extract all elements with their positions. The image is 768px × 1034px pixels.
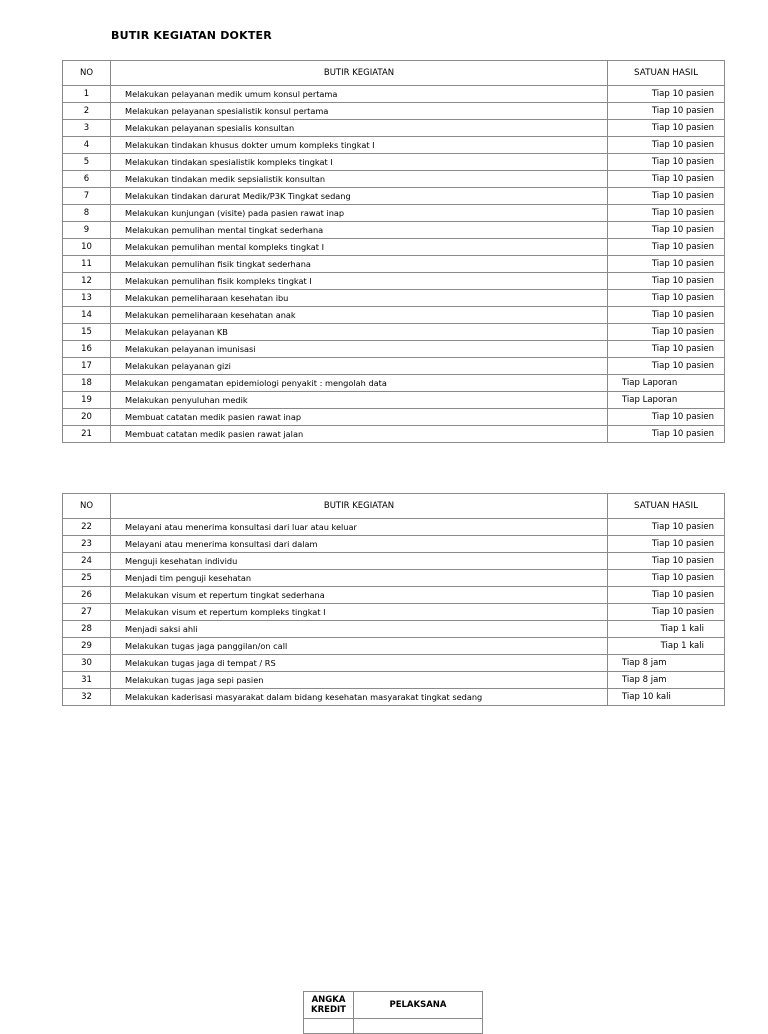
row-unit: Tiap 10 pasien [608,536,725,553]
table-row [63,621,725,638]
row-activity: Melakukan tindakan darurat Medik/P3K Tingkat sedang [111,188,608,205]
row-unit: Tiap 1 kali [608,638,725,655]
table-row [63,120,725,137]
row-unit: Tiap 10 pasien [608,341,725,358]
row-unit: Tiap 10 pasien [608,426,725,443]
table-row [63,273,725,290]
row-unit: Tiap 10 pasien [608,137,725,154]
row-unit: Tiap 10 pasien [608,120,725,137]
row-unit: Tiap 10 pasien [608,239,725,256]
table-row [63,519,725,536]
table-row [63,103,725,120]
row-unit: Tiap 10 pasien [608,519,725,536]
row-number: 21 [63,426,111,443]
row-activity: Melakukan visum et repertum kompleks tingkat I [111,604,608,621]
table-row [63,341,725,358]
table-row [63,375,725,392]
table-row [63,171,725,188]
row-activity: Melakukan pemulihan mental kompleks tingkat I [111,239,608,256]
row-activity: Melakukan pelayanan imunisasi [111,341,608,358]
row-number: 26 [63,587,111,604]
row-number: 10 [63,239,111,256]
header-activity: BUTIR KEGIATAN [111,61,608,86]
row-activity: Melayani atau menerima konsultasi dari dalam [111,536,608,553]
row-activity: Melakukan pemulihan fisik kompleks tingkat I [111,273,608,290]
row-number: 7 [63,188,111,205]
table-row [63,570,725,587]
table-row [63,256,725,273]
row-unit: Tiap 10 pasien [608,171,725,188]
row-unit: Tiap 10 pasien [608,86,725,103]
row-activity: Membuat catatan medik pasien rawat jalan [111,426,608,443]
table-row [63,536,725,553]
row-unit: Tiap 10 pasien [608,324,725,341]
row-number: 3 [63,120,111,137]
table-header-row [63,61,725,86]
row-activity: Melakukan tindakan khusus dokter umum kompleks tingkat I [111,137,608,154]
header-executor: PELAKSANA [354,992,483,1019]
row-number: 24 [63,553,111,570]
row-number: 12 [63,273,111,290]
row-unit: Tiap 10 pasien [608,307,725,324]
row-activity: Melakukan pemulihan mental tingkat sederhana [111,222,608,239]
row-activity: Melakukan tindakan spesialistik kompleks tingkat I [111,154,608,171]
row-number: 23 [63,536,111,553]
header-credit [304,992,354,1019]
row-unit: Tiap 10 pasien [608,256,725,273]
table-row [63,205,725,222]
row-number: 22 [63,519,111,536]
activity-table-1 [62,60,725,443]
page-title: BUTIR KEGIATAN DOKTER [111,29,272,42]
table-row [63,137,725,154]
credit-table [303,991,483,1034]
table-row [63,222,725,239]
row-unit: Tiap 10 pasien [608,553,725,570]
table-row [63,290,725,307]
header-no: NO [63,61,111,86]
row-activity: Melakukan pemulihan fisik tingkat sederhana [111,256,608,273]
row-activity: Melakukan pemeliharaan kesehatan anak [111,307,608,324]
header-credit-line1: ANGKA [311,995,346,1005]
row-unit: Tiap 8 jam [608,655,725,672]
row-unit: Tiap 10 pasien [608,358,725,375]
row-number: 18 [63,375,111,392]
table-row [63,655,725,672]
row-activity: Melakukan pengamatan epidemiologi penyakit : mengolah data [111,375,608,392]
row-unit: Tiap 10 pasien [608,222,725,239]
row-number: 13 [63,290,111,307]
row-unit: Tiap 8 jam [608,672,725,689]
row-number: 20 [63,409,111,426]
executor-value [354,1019,483,1034]
row-unit: Tiap 10 pasien [608,604,725,621]
row-number: 27 [63,604,111,621]
row-unit: Tiap 10 kali [608,689,725,706]
row-number: 16 [63,341,111,358]
row-activity: Menjadi saksi ahli [111,621,608,638]
table-header-row [63,494,725,519]
row-activity: Melayani atau menerima konsultasi dari luar atau keluar [111,519,608,536]
row-number: 32 [63,689,111,706]
row-activity: Melakukan tugas jaga sepi pasien [111,672,608,689]
row-unit: Tiap Laporan [608,375,725,392]
table-row [63,324,725,341]
table-row [63,392,725,409]
row-number: 29 [63,638,111,655]
row-unit: Tiap 10 pasien [608,273,725,290]
row-activity: Melakukan pelayanan KB [111,324,608,341]
table-row [63,358,725,375]
row-activity: Menguji kesehatan individu [111,553,608,570]
row-unit: Tiap 10 pasien [608,154,725,171]
row-number: 25 [63,570,111,587]
row-activity: Melakukan pelayanan spesialistik konsul pertama [111,103,608,120]
row-activity: Melakukan penyuluhan medik [111,392,608,409]
row-number: 8 [63,205,111,222]
row-activity: Menjadi tim penguji kesehatan [111,570,608,587]
table-row [63,689,725,706]
header-credit-line2: KREDIT [311,1005,346,1015]
row-number: 1 [63,86,111,103]
table-row [63,638,725,655]
row-unit: Tiap 1 kali [608,621,725,638]
row-unit: Tiap 10 pasien [608,570,725,587]
row-activity: Melakukan pemeliharaan kesehatan ibu [111,290,608,307]
table-row [63,426,725,443]
header-unit: SATUAN HASIL [608,494,725,519]
row-activity: Melakukan pelayanan gizi [111,358,608,375]
row-activity: Melakukan pelayanan medik umum konsul pertama [111,86,608,103]
activity-table-2 [62,493,725,706]
table-row [63,239,725,256]
row-number: 2 [63,103,111,120]
row-number: 17 [63,358,111,375]
table-row [63,154,725,171]
table-row [63,188,725,205]
row-unit: Tiap 10 pasien [608,205,725,222]
table-row [63,672,725,689]
row-activity: Membuat catatan medik pasien rawat inap [111,409,608,426]
table-row [63,307,725,324]
header-unit: SATUAN HASIL [608,61,725,86]
row-number: 11 [63,256,111,273]
table-row [63,86,725,103]
row-unit: Tiap 10 pasien [608,587,725,604]
row-activity: Melakukan kunjungan (visite) pada pasien rawat inap [111,205,608,222]
table-row [63,409,725,426]
row-number: 6 [63,171,111,188]
row-unit: Tiap 10 pasien [608,103,725,120]
header-no: NO [63,494,111,519]
row-number: 15 [63,324,111,341]
row-number: 30 [63,655,111,672]
row-unit: Tiap 10 pasien [608,290,725,307]
header-activity: BUTIR KEGIATAN [111,494,608,519]
row-activity: Melakukan tugas jaga di tempat / RS [111,655,608,672]
table-row [63,553,725,570]
credit-value [304,1019,354,1034]
row-unit: Tiap 10 pasien [608,409,725,426]
row-number: 9 [63,222,111,239]
row-number: 14 [63,307,111,324]
row-activity: Melakukan visum et repertum tingkat sederhana [111,587,608,604]
row-unit: Tiap 10 pasien [608,188,725,205]
row-activity: Melakukan pelayanan spesialis konsultan [111,120,608,137]
table-row [63,604,725,621]
row-number: 28 [63,621,111,638]
table-row [63,587,725,604]
row-number: 4 [63,137,111,154]
row-number: 5 [63,154,111,171]
row-number: 31 [63,672,111,689]
row-activity: Melakukan tindakan medik sepsialistik konsultan [111,171,608,188]
row-unit: Tiap Laporan [608,392,725,409]
row-activity: Melakukan tugas jaga panggilan/on call [111,638,608,655]
row-activity: Melakukan kaderisasi masyarakat dalam bidang kesehatan masyarakat tingkat sedang [111,689,608,706]
row-number: 19 [63,392,111,409]
